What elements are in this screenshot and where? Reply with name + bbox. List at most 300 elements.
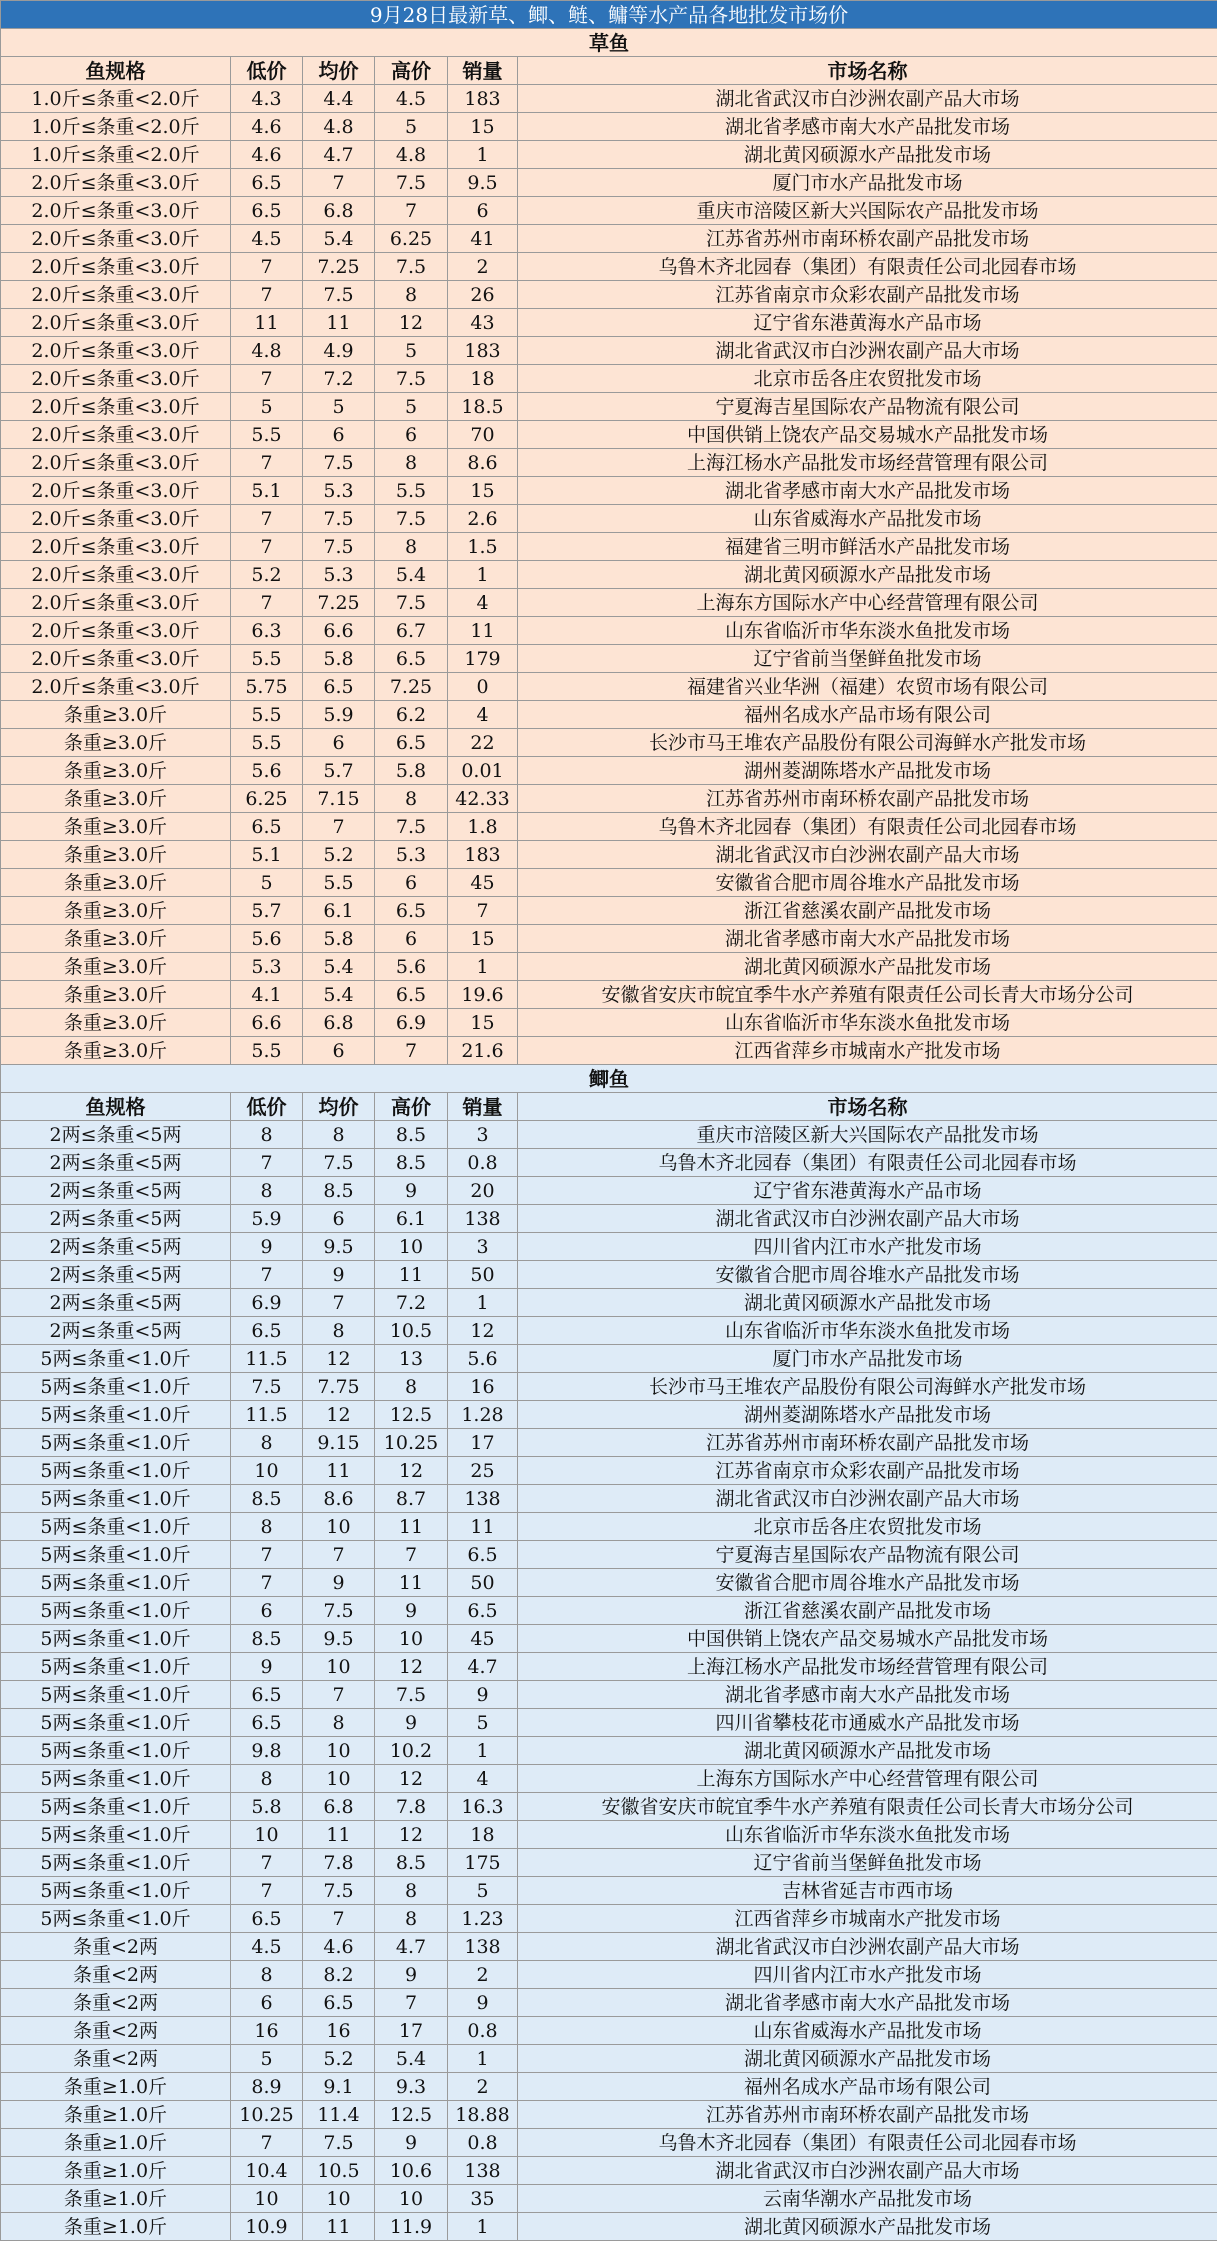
avg-price-cell: 6 — [303, 421, 375, 449]
high-price-cell: 11 — [375, 1569, 448, 1597]
fish-spec-cell: 2.0斤≤条重<3.0斤 — [1, 617, 231, 645]
avg-price-cell: 10 — [303, 2185, 375, 2213]
high-price-cell: 9 — [375, 1597, 448, 1625]
avg-price-cell: 7 — [303, 1289, 375, 1317]
fish-spec-cell: 5两≤条重<1.0斤 — [1, 1373, 231, 1401]
fish-spec-cell: 条重<2两 — [1, 1961, 231, 1989]
volume-cell: 4 — [448, 589, 518, 617]
market-name-cell: 辽宁省前当堡鲜鱼批发市场 — [518, 1849, 1217, 1877]
high-price-cell: 5.8 — [375, 757, 448, 785]
high-price-cell: 8 — [375, 449, 448, 477]
market-name-cell: 山东省临沂市华东淡水鱼批发市场 — [518, 1317, 1217, 1345]
table-row — [1, 1793, 1217, 1821]
fish-spec-cell: 5两≤条重<1.0斤 — [1, 1429, 231, 1457]
fish-spec-cell: 5两≤条重<1.0斤 — [1, 1485, 231, 1513]
volume-cell: 42.33 — [448, 785, 518, 813]
table-row — [1, 337, 1217, 365]
fish-spec-cell: 2两≤条重<5两 — [1, 1149, 231, 1177]
low-price-cell: 6.5 — [231, 197, 303, 225]
fish-spec-cell: 条重≥3.0斤 — [1, 869, 231, 897]
fish-spec-cell: 2两≤条重<5两 — [1, 1233, 231, 1261]
table-row — [1, 281, 1217, 309]
avg-price-cell: 10 — [303, 1737, 375, 1765]
fish-spec-cell: 2.0斤≤条重<3.0斤 — [1, 505, 231, 533]
market-name-cell: 湖北省武汉市白沙洲农副产品大市场 — [518, 85, 1217, 113]
low-price-cell: 7 — [231, 253, 303, 281]
volume-cell: 50 — [448, 1261, 518, 1289]
avg-price-cell: 7 — [303, 1541, 375, 1569]
table-row — [1, 1933, 1217, 1961]
market-name-cell: 长沙市马王堆农产品股份有限公司海鲜水产批发市场 — [518, 729, 1217, 757]
high-price-cell: 10.2 — [375, 1737, 448, 1765]
market-name-cell: 长沙市马王堆农产品股份有限公司海鲜水产批发市场 — [518, 1373, 1217, 1401]
volume-cell: 1 — [448, 2213, 518, 2241]
market-name-cell: 福建省三明市鲜活水产品批发市场 — [518, 533, 1217, 561]
low-price-cell: 10 — [231, 1821, 303, 1849]
volume-cell: 18 — [448, 1821, 518, 1849]
avg-price-cell: 6.5 — [303, 673, 375, 701]
volume-cell: 15 — [448, 477, 518, 505]
table-row — [1, 729, 1217, 757]
avg-price-cell: 7.5 — [303, 2129, 375, 2157]
volume-cell: 11 — [448, 1513, 518, 1541]
high-price-cell: 5 — [375, 113, 448, 141]
market-name-cell: 江苏省苏州市南环桥农副产品批发市场 — [518, 1429, 1217, 1457]
low-price-cell: 9 — [231, 1233, 303, 1261]
fish-spec-cell: 5两≤条重<1.0斤 — [1, 1345, 231, 1373]
volume-cell: 43 — [448, 309, 518, 337]
market-name-cell: 重庆市涪陵区新大兴国际农产品批发市场 — [518, 1121, 1217, 1149]
high-price-cell: 12 — [375, 1821, 448, 1849]
volume-cell: 70 — [448, 421, 518, 449]
volume-cell: 1 — [448, 953, 518, 981]
table-row — [1, 2129, 1217, 2157]
high-price-cell: 6 — [375, 925, 448, 953]
high-price-cell: 10 — [375, 2185, 448, 2213]
high-price-cell: 8 — [375, 785, 448, 813]
table-row — [1, 1541, 1217, 1569]
high-price-cell: 12.5 — [375, 1401, 448, 1429]
market-name-cell: 湖北省孝感市南大水产品批发市场 — [518, 1989, 1217, 2017]
fish-spec-cell: 2.0斤≤条重<3.0斤 — [1, 337, 231, 365]
low-price-cell: 5.3 — [231, 953, 303, 981]
volume-cell: 9 — [448, 1989, 518, 2017]
low-price-header: 低价 — [231, 57, 303, 85]
table-row — [1, 1205, 1217, 1233]
low-price-cell: 6.5 — [231, 1709, 303, 1737]
market-name-cell: 厦门市水产品批发市场 — [518, 169, 1217, 197]
high-price-cell: 6.7 — [375, 617, 448, 645]
fish-spec-cell: 2.0斤≤条重<3.0斤 — [1, 225, 231, 253]
volume-cell: 16 — [448, 1373, 518, 1401]
volume-cell: 18.5 — [448, 393, 518, 421]
fish-spec-cell: 2.0斤≤条重<3.0斤 — [1, 589, 231, 617]
low-price-cell: 8.5 — [231, 1625, 303, 1653]
avg-price-cell: 4.7 — [303, 141, 375, 169]
volume-cell: 1 — [448, 2045, 518, 2073]
volume-cell: 22 — [448, 729, 518, 757]
avg-price-cell: 8.6 — [303, 1485, 375, 1513]
low-price-cell: 7 — [231, 1569, 303, 1597]
volume-cell: 6 — [448, 197, 518, 225]
volume-cell: 4 — [448, 1765, 518, 1793]
volume-cell: 6.5 — [448, 1541, 518, 1569]
high-price-cell: 11.9 — [375, 2213, 448, 2241]
market-name-cell: 山东省临沂市华东淡水鱼批发市场 — [518, 617, 1217, 645]
fish-spec-cell: 2两≤条重<5两 — [1, 1261, 231, 1289]
table-row — [1, 1485, 1217, 1513]
avg-price-cell: 6.6 — [303, 617, 375, 645]
avg-price-cell: 7.15 — [303, 785, 375, 813]
avg-price-cell: 10 — [303, 1765, 375, 1793]
avg-price-cell: 7.2 — [303, 365, 375, 393]
high-price-cell: 6.1 — [375, 1205, 448, 1233]
avg-price-cell: 7.75 — [303, 1373, 375, 1401]
table-row — [1, 589, 1217, 617]
high-price-cell: 7.5 — [375, 253, 448, 281]
low-price-header: 低价 — [231, 1093, 303, 1121]
avg-price-cell: 7.5 — [303, 281, 375, 309]
high-price-cell: 9 — [375, 1961, 448, 1989]
avg-price-cell: 8 — [303, 1121, 375, 1149]
avg-price-cell: 8.5 — [303, 1177, 375, 1205]
avg-price-cell: 7.25 — [303, 253, 375, 281]
fish-spec-cell: 2.0斤≤条重<3.0斤 — [1, 533, 231, 561]
fish-spec-cell: 1.0斤≤条重<2.0斤 — [1, 113, 231, 141]
table-row — [1, 897, 1217, 925]
high-price-cell: 4.5 — [375, 85, 448, 113]
volume-cell: 0.8 — [448, 2129, 518, 2157]
fish-spec-cell: 条重<2两 — [1, 2017, 231, 2045]
volume-cell: 50 — [448, 1569, 518, 1597]
fish-spec-cell: 5两≤条重<1.0斤 — [1, 1765, 231, 1793]
avg-price-cell: 6.8 — [303, 1009, 375, 1037]
low-price-cell: 5.6 — [231, 925, 303, 953]
market-name-cell: 江苏省苏州市南环桥农副产品批发市场 — [518, 785, 1217, 813]
table-row — [1, 953, 1217, 981]
volume-cell: 35 — [448, 2185, 518, 2213]
volume-cell: 3 — [448, 1233, 518, 1261]
high-price-cell: 7 — [375, 197, 448, 225]
table-row — [1, 2157, 1217, 2185]
market-name-cell: 福州名成水产品市场有限公司 — [518, 701, 1217, 729]
avg-price-cell: 4.8 — [303, 113, 375, 141]
low-price-cell: 6.5 — [231, 1317, 303, 1345]
fish-spec-cell: 2.0斤≤条重<3.0斤 — [1, 393, 231, 421]
high-price-cell: 8 — [375, 1877, 448, 1905]
high-price-cell: 5.4 — [375, 561, 448, 589]
market-name-cell: 山东省临沂市华东淡水鱼批发市场 — [518, 1009, 1217, 1037]
low-price-cell: 8 — [231, 1121, 303, 1149]
table-row — [1, 533, 1217, 561]
table-row — [1, 477, 1217, 505]
high-price-cell: 12 — [375, 1765, 448, 1793]
table-row — [1, 1401, 1217, 1429]
avg-price-cell: 7 — [303, 1681, 375, 1709]
volume-cell: 2 — [448, 1961, 518, 1989]
low-price-cell: 7 — [231, 2129, 303, 2157]
high-price-cell: 12 — [375, 1457, 448, 1485]
table-row — [1, 757, 1217, 785]
market-name-cell: 山东省威海水产品批发市场 — [518, 2017, 1217, 2045]
avg-price-cell: 7.8 — [303, 1849, 375, 1877]
avg-price-cell: 5.3 — [303, 561, 375, 589]
crucian-carp-section — [1, 1065, 1217, 2241]
market-name-cell: 安徽省合肥市周谷堆水产品批发市场 — [518, 1261, 1217, 1289]
avg-price-cell: 12 — [303, 1345, 375, 1373]
fish-spec-cell: 2.0斤≤条重<3.0斤 — [1, 281, 231, 309]
high-price-cell: 9 — [375, 1709, 448, 1737]
high-price-cell: 9 — [375, 1177, 448, 1205]
fish-spec-cell: 2.0斤≤条重<3.0斤 — [1, 421, 231, 449]
market-name-cell: 江西省萍乡市城南水产批发市场 — [518, 1037, 1217, 1065]
high-price-cell: 5.4 — [375, 2045, 448, 2073]
market-name-cell: 湖北省孝感市南大水产品批发市场 — [518, 477, 1217, 505]
volume-cell: 41 — [448, 225, 518, 253]
avg-price-cell: 11 — [303, 2213, 375, 2241]
market-name-cell: 辽宁省前当堡鲜鱼批发市场 — [518, 645, 1217, 673]
market-name-cell: 江苏省苏州市南环桥农副产品批发市场 — [518, 225, 1217, 253]
market-name-cell: 四川省内江市水产批发市场 — [518, 1233, 1217, 1261]
avg-price-cell: 10 — [303, 1513, 375, 1541]
market-name-cell: 上海东方国际水产中心经营管理有限公司 — [518, 589, 1217, 617]
high-price-cell: 12 — [375, 1653, 448, 1681]
low-price-cell: 10.9 — [231, 2213, 303, 2241]
fish-spec-cell: 条重<2两 — [1, 1989, 231, 2017]
volume-cell: 18.88 — [448, 2101, 518, 2129]
low-price-cell: 5.9 — [231, 1205, 303, 1233]
fish-spec-cell: 条重<2两 — [1, 2045, 231, 2073]
table-row — [1, 169, 1217, 197]
volume-cell: 1.28 — [448, 1401, 518, 1429]
high-price-cell: 8.5 — [375, 1849, 448, 1877]
table-row — [1, 1709, 1217, 1737]
high-price-cell: 5.6 — [375, 953, 448, 981]
table-row — [1, 85, 1217, 113]
market-name-cell: 江苏省苏州市南环桥农副产品批发市场 — [518, 2101, 1217, 2129]
market-name-cell: 山东省临沂市华东淡水鱼批发市场 — [518, 1821, 1217, 1849]
fish-spec-cell: 5两≤条重<1.0斤 — [1, 1541, 231, 1569]
table-row — [1, 1989, 1217, 2017]
table-row — [1, 1513, 1217, 1541]
column-header-row — [1, 1093, 1217, 1121]
avg-price-cell: 9.1 — [303, 2073, 375, 2101]
volume-cell: 138 — [448, 1485, 518, 1513]
low-price-cell: 4.3 — [231, 85, 303, 113]
volume-cell: 7 — [448, 897, 518, 925]
high-price-cell: 13 — [375, 1345, 448, 1373]
low-price-cell: 5.5 — [231, 701, 303, 729]
volume-cell: 8.6 — [448, 449, 518, 477]
avg-price-cell: 5 — [303, 393, 375, 421]
volume-cell: 183 — [448, 841, 518, 869]
fish-spec-header: 鱼规格 — [1, 1093, 231, 1121]
fish-spec-cell: 2两≤条重<5两 — [1, 1289, 231, 1317]
volume-cell: 175 — [448, 1849, 518, 1877]
avg-price-cell: 9 — [303, 1261, 375, 1289]
low-price-cell: 5 — [231, 2045, 303, 2073]
volume-cell: 0.8 — [448, 2017, 518, 2045]
avg-price-cell: 6 — [303, 1205, 375, 1233]
avg-price-cell: 5.8 — [303, 645, 375, 673]
fish-spec-cell: 5两≤条重<1.0斤 — [1, 1905, 231, 1933]
fish-spec-cell: 2两≤条重<5两 — [1, 1177, 231, 1205]
table-row — [1, 505, 1217, 533]
volume-cell: 25 — [448, 1457, 518, 1485]
market-name-cell: 宁夏海吉星国际农产品物流有限公司 — [518, 1541, 1217, 1569]
high-price-cell: 6.2 — [375, 701, 448, 729]
avg-price-cell: 5.3 — [303, 477, 375, 505]
avg-price-cell: 8 — [303, 1317, 375, 1345]
market-name-cell: 湖北省武汉市白沙洲农副产品大市场 — [518, 2157, 1217, 2185]
table-row — [1, 701, 1217, 729]
high-price-cell: 12 — [375, 309, 448, 337]
low-price-cell: 6.9 — [231, 1289, 303, 1317]
table-row — [1, 1177, 1217, 1205]
high-price-cell: 7.5 — [375, 505, 448, 533]
low-price-cell: 8.9 — [231, 2073, 303, 2101]
market-name-cell: 乌鲁木齐北园春（集团）有限责任公司北园春市场 — [518, 1149, 1217, 1177]
low-price-cell: 8 — [231, 1177, 303, 1205]
high-price-cell: 7 — [375, 1989, 448, 2017]
table-row — [1, 1569, 1217, 1597]
table-row — [1, 309, 1217, 337]
high-price-cell: 6 — [375, 869, 448, 897]
avg-price-cell: 8.2 — [303, 1961, 375, 1989]
table-row — [1, 645, 1217, 673]
volume-cell: 21.6 — [448, 1037, 518, 1065]
avg-price-cell: 8 — [303, 1709, 375, 1737]
market-name-cell: 湖北黄冈硕源水产品批发市场 — [518, 2045, 1217, 2073]
avg-price-cell: 5.8 — [303, 925, 375, 953]
volume-cell: 2 — [448, 2073, 518, 2101]
table-row — [1, 925, 1217, 953]
market-name-cell: 四川省攀枝花市通威水产品批发市场 — [518, 1709, 1217, 1737]
avg-price-cell: 7.5 — [303, 1597, 375, 1625]
fish-spec-cell: 条重≥3.0斤 — [1, 1037, 231, 1065]
high-price-cell: 7.25 — [375, 673, 448, 701]
avg-price-cell: 5.4 — [303, 981, 375, 1009]
fish-spec-cell: 条重≥3.0斤 — [1, 757, 231, 785]
low-price-cell: 7.5 — [231, 1373, 303, 1401]
high-price-cell: 11 — [375, 1261, 448, 1289]
low-price-cell: 7 — [231, 1541, 303, 1569]
low-price-cell: 5.5 — [231, 729, 303, 757]
fish-spec-cell: 2.0斤≤条重<3.0斤 — [1, 365, 231, 393]
table-row — [1, 1765, 1217, 1793]
market-name-cell: 上海江杨水产品批发市场经营管理有限公司 — [518, 449, 1217, 477]
avg-price-cell: 6.8 — [303, 1793, 375, 1821]
fish-spec-cell: 5两≤条重<1.0斤 — [1, 1597, 231, 1625]
table-row — [1, 1429, 1217, 1457]
avg-price-cell: 5.4 — [303, 225, 375, 253]
low-price-cell: 16 — [231, 2017, 303, 2045]
fish-spec-cell: 条重≥3.0斤 — [1, 813, 231, 841]
market-name-cell: 安徽省安庆市皖宜季牛水产养殖有限责任公司长青大市场分公司 — [518, 1793, 1217, 1821]
volume-cell: 1 — [448, 561, 518, 589]
volume-cell: 179 — [448, 645, 518, 673]
low-price-cell: 7 — [231, 505, 303, 533]
low-price-cell: 5.2 — [231, 561, 303, 589]
fish-spec-cell: 条重≥3.0斤 — [1, 953, 231, 981]
volume-cell: 26 — [448, 281, 518, 309]
high-price-cell: 17 — [375, 2017, 448, 2045]
low-price-cell: 5.5 — [231, 645, 303, 673]
high-price-cell: 7.5 — [375, 365, 448, 393]
market-name-header: 市场名称 — [518, 57, 1217, 85]
fish-spec-cell: 1.0斤≤条重<2.0斤 — [1, 141, 231, 169]
low-price-cell: 7 — [231, 533, 303, 561]
high-price-cell: 8 — [375, 1373, 448, 1401]
table-row — [1, 617, 1217, 645]
low-price-cell: 6 — [231, 1597, 303, 1625]
avg-price-cell: 12 — [303, 1401, 375, 1429]
low-price-cell: 10 — [231, 1457, 303, 1485]
volume-cell: 45 — [448, 869, 518, 897]
avg-price-cell: 6.5 — [303, 1989, 375, 2017]
fish-spec-cell: 5两≤条重<1.0斤 — [1, 1709, 231, 1737]
high-price-cell: 8.5 — [375, 1121, 448, 1149]
table-row — [1, 1821, 1217, 1849]
low-price-cell: 6.6 — [231, 1009, 303, 1037]
fish-spec-cell: 条重≥3.0斤 — [1, 1009, 231, 1037]
low-price-cell: 5.5 — [231, 421, 303, 449]
volume-cell: 2.6 — [448, 505, 518, 533]
market-name-cell: 北京市岳各庄农贸批发市场 — [518, 365, 1217, 393]
fish-spec-cell: 2两≤条重<5两 — [1, 1121, 231, 1149]
volume-cell: 183 — [448, 85, 518, 113]
avg-price-cell: 7.5 — [303, 449, 375, 477]
high-price-cell: 4.7 — [375, 1933, 448, 1961]
market-name-cell: 湖州菱湖陈塔水产品批发市场 — [518, 1401, 1217, 1429]
fish-spec-cell: 条重≥3.0斤 — [1, 981, 231, 1009]
market-name-cell: 福州名成水产品市场有限公司 — [518, 2073, 1217, 2101]
high-price-cell: 7.5 — [375, 1681, 448, 1709]
low-price-cell: 5.6 — [231, 757, 303, 785]
volume-cell: 17 — [448, 1429, 518, 1457]
avg-price-cell: 9.5 — [303, 1625, 375, 1653]
high-price-cell: 6.5 — [375, 897, 448, 925]
volume-cell: 0 — [448, 673, 518, 701]
volume-cell: 15 — [448, 113, 518, 141]
avg-price-cell: 5.2 — [303, 2045, 375, 2073]
high-price-cell: 6.5 — [375, 645, 448, 673]
avg-price-cell: 11.4 — [303, 2101, 375, 2129]
market-name-cell: 中国供销上饶农产品交易城水产品批发市场 — [518, 1625, 1217, 1653]
market-name-cell: 安徽省合肥市周谷堆水产品批发市场 — [518, 869, 1217, 897]
fish-spec-cell: 2.0斤≤条重<3.0斤 — [1, 309, 231, 337]
table-row — [1, 2101, 1217, 2129]
table-row — [1, 1653, 1217, 1681]
volume-cell: 16.3 — [448, 1793, 518, 1821]
avg-price-cell: 10.5 — [303, 2157, 375, 2185]
table-row — [1, 1037, 1217, 1065]
fish-spec-cell: 5两≤条重<1.0斤 — [1, 1569, 231, 1597]
volume-cell: 1.8 — [448, 813, 518, 841]
avg-price-cell: 7.5 — [303, 1877, 375, 1905]
avg-price-cell: 6.1 — [303, 897, 375, 925]
avg-price-cell: 6 — [303, 1037, 375, 1065]
low-price-cell: 5.75 — [231, 673, 303, 701]
fish-spec-cell: 2.0斤≤条重<3.0斤 — [1, 477, 231, 505]
table-row — [1, 2213, 1217, 2241]
high-price-header: 高价 — [375, 57, 448, 85]
avg-price-cell: 7 — [303, 169, 375, 197]
table-row — [1, 1961, 1217, 1989]
table-row — [1, 1597, 1217, 1625]
volume-cell: 45 — [448, 1625, 518, 1653]
market-name-cell: 湖北省武汉市白沙洲农副产品大市场 — [518, 1485, 1217, 1513]
